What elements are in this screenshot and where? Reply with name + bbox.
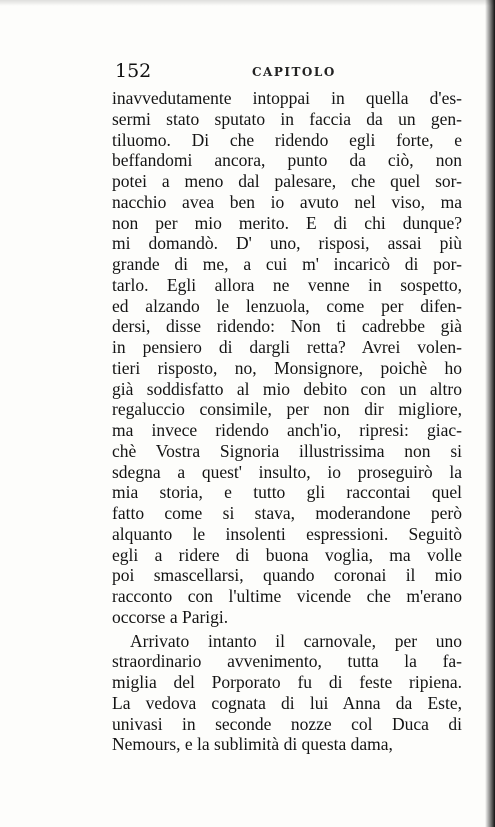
text-line: mia storia, e tutto gli raccontai quel <box>112 482 462 503</box>
text-line: Arrivato intanto il carnovale, per uno <box>130 630 462 651</box>
text-line: non per mio merito. E di chi dunque? <box>112 212 462 233</box>
text-line: sermi stato sputato in faccia da un gen- <box>112 108 462 129</box>
text-line: racconto con l'ultime vicende che m'erano <box>112 586 462 606</box>
text-line: univasi in seconde nozze col Duca di <box>112 713 462 734</box>
page-top-shadow <box>0 0 495 6</box>
text-line: mi domandò. D' uno, risposi, assai più <box>112 233 462 254</box>
text-line: sdegna a quest' insulto, io proseguirò la <box>112 461 462 482</box>
text-line: tieri risposto, no, Monsignore, poichè ho <box>112 357 462 378</box>
text-line: già soddisfatto al mio debito con un altro <box>112 378 462 399</box>
text-line: fatto come si stava, moderandone però <box>112 503 462 523</box>
text-line: inavvedutamente intoppai in quella d'es- <box>112 88 462 108</box>
text-line: miglia del Porporato fu di feste ripiena. <box>112 672 462 692</box>
text-line: beffandomi ancora, punto da ciò, non <box>112 150 462 171</box>
running-head: CAPITOLO <box>252 65 336 79</box>
text-line: ma invece ridendo anch'io, ripresi: giac- <box>112 420 462 440</box>
text-line: alquanto le insolenti espressioni. Seguitò <box>112 523 462 544</box>
page-header <box>115 58 475 84</box>
text-line: tiluomo. Di che ridendo egli forte, e <box>112 129 462 150</box>
text-line: potei a meno dal palesare, che quel sor- <box>112 171 462 191</box>
text-line: straordinario avvenimento, tutta la fa- <box>112 651 462 672</box>
body-text <box>112 88 462 755</box>
text-line: poi smascellarsi, quando coronai il mio <box>112 565 462 586</box>
page-number: 152 <box>115 60 152 82</box>
text-line: chè Vostra Signoria illustrissima non si <box>112 440 462 461</box>
text-line: nacchio avea ben io avuto nel viso, ma <box>112 191 462 212</box>
text-line: dersi, disse ridendo: Non ti cadrebbe già <box>112 316 462 337</box>
text-line: Nemours, e la sublimità di questa dama, <box>112 734 393 755</box>
text-line: egli a ridere di buona voglia, ma volle <box>112 544 462 565</box>
text-line: La vedova cognata di lui Anna da Este, <box>112 692 462 713</box>
text-line: grande di me, a cui m' incaricò di por- <box>112 254 462 274</box>
text-line: regaluccio consimile, per non dir migliore, <box>112 399 462 420</box>
text-line: in pensiero di dargli retta? Avrei volen- <box>112 337 462 357</box>
text-line: occorse a Parigi. <box>112 606 229 627</box>
text-line: tarlo. Egli allora ne venne in sospetto, <box>112 274 462 295</box>
page-binding-shadow <box>485 0 495 827</box>
text-line: ed alzando le lenzuola, come per difen- <box>112 295 462 316</box>
